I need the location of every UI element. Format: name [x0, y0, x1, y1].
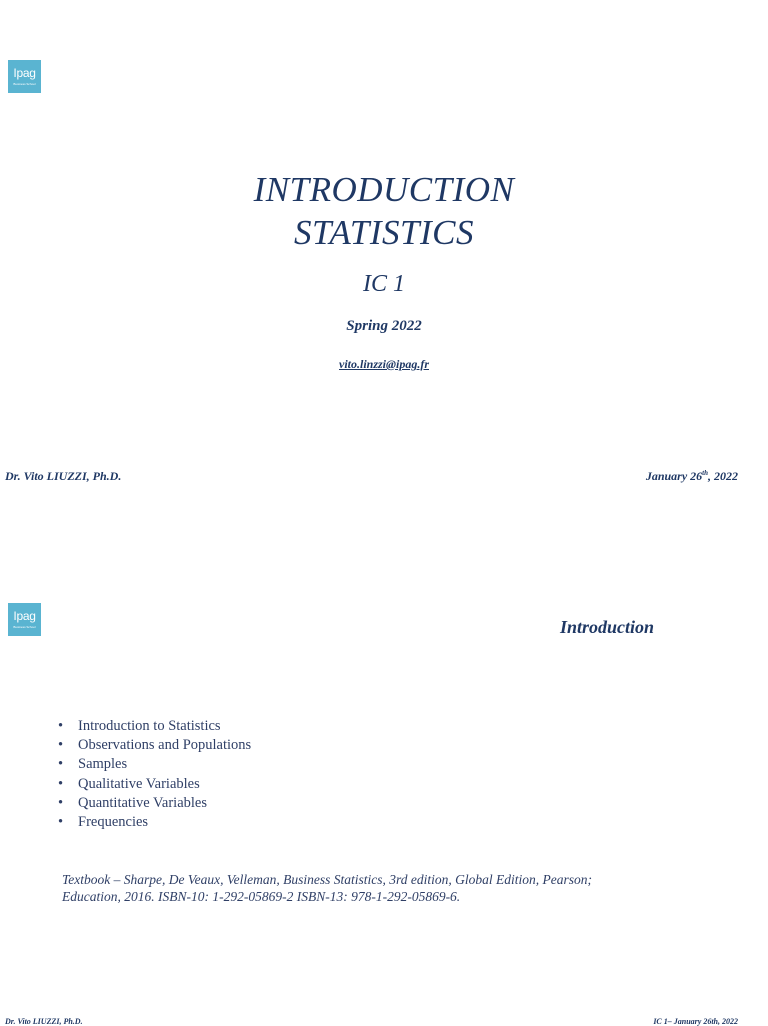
footer-date: IC 1– January 26th, 2022 [653, 1017, 738, 1026]
topic-label: Introduction to Statistics [78, 718, 221, 734]
title-slide [0, 0, 768, 512]
ipag-logo [8, 603, 41, 636]
author-name: Dr. Vito LIUZZI, Ph.D. [5, 469, 122, 483]
term: Spring 2022 [346, 318, 422, 334]
bullet: • [58, 775, 64, 792]
textbook-line-2: Education, 2016. ISBN-10: 1-292-05869-2 ISBN-13: 978-1-292-05869-6. [62, 889, 461, 904]
list-item [58, 736, 251, 755]
course-code: IC 1 [363, 271, 405, 297]
bullet: • [58, 814, 64, 831]
logo-subtitle: Business School [13, 625, 36, 629]
bullet: • [58, 794, 64, 811]
bullet: • [58, 718, 64, 734]
list-item [58, 775, 251, 794]
topic-label: Quantitative Variables [78, 794, 207, 811]
title-line-1: INTRODUCTION [253, 170, 515, 209]
email-row [0, 357, 768, 372]
title-line-2: STATISTICS [293, 213, 475, 252]
list-item [58, 717, 251, 736]
topic-list [58, 717, 251, 832]
bullet: • [58, 737, 64, 754]
logo-subtitle: Business School [13, 82, 36, 86]
section-title: Introduction [560, 617, 655, 637]
ipag-logo [8, 60, 41, 93]
logo-word: Ipag [13, 609, 36, 623]
email-link[interactable]: vito.linzzi@ipag.fr [339, 357, 429, 371]
topic-label: Qualitative Variables [78, 775, 200, 792]
list-item [58, 813, 251, 832]
topic-label: Frequencies [78, 814, 149, 831]
date-month-day: January 26 [645, 469, 703, 483]
presentation-date [646, 469, 738, 484]
textbook-reference [62, 871, 662, 905]
bullet: • [58, 756, 64, 773]
list-item [58, 755, 251, 774]
date-year: , 2022 [708, 469, 738, 483]
list-item [58, 794, 251, 813]
date-suffix: th [702, 469, 708, 477]
textbook-line-1: Textbook – Sharpe, De Veaux, Velleman, Business Statistics, 3rd edition, Global Edition, Pearson; [62, 872, 592, 887]
topic-label: Observations and Populations [78, 737, 252, 754]
footer-author: Dr. Vito LIUZZI, Ph.D. [5, 1017, 83, 1026]
introduction-slide [0, 545, 768, 1024]
logo-word: Ipag [13, 66, 36, 80]
topic-label: Samples [78, 756, 128, 773]
